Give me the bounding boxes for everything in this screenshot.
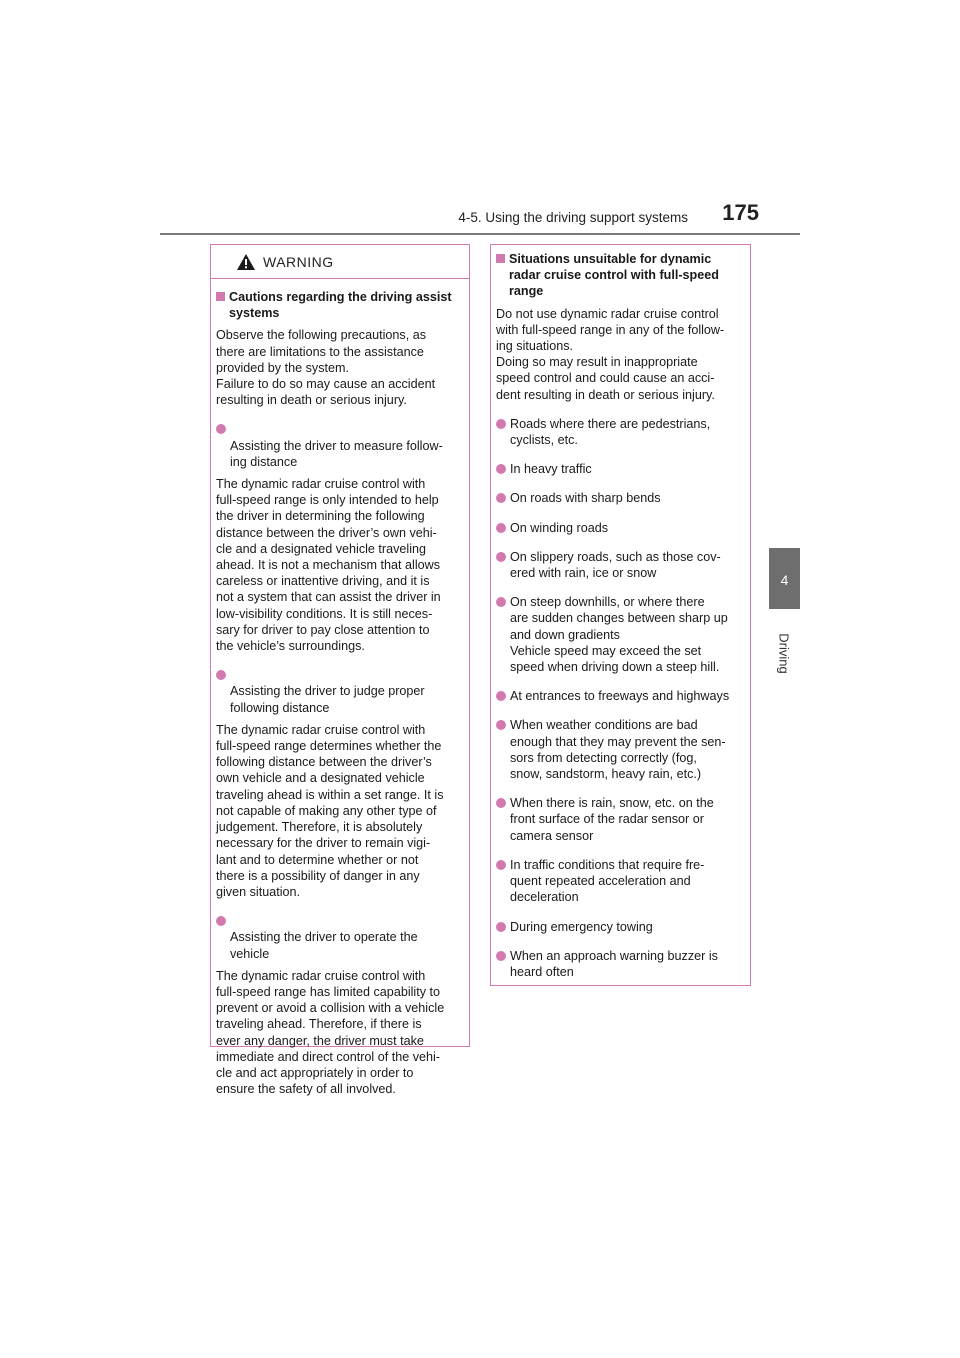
bullet-text: On steep downhills, or where there are sudden changes between sharp up and down gradients Vehicle speed may exceed the set speed when driving down a steep hill. (510, 595, 728, 675)
situations-heading: Situations unsuitable for dynamic radar cruise control with full-speed range (496, 251, 745, 300)
bullet-text: On roads with sharp bends (510, 491, 661, 506)
warning-intro: Observe the following precautions, as there are limitations to the assistance provided by the system. Failure to do so may cause an accident resulting in death or serious injury. (216, 328, 436, 408)
bullet-dot-icon (496, 860, 506, 870)
bullet-dot-icon (496, 691, 506, 701)
list-item (496, 919, 745, 935)
paragraph: The dynamic radar cruise control with full-speed range is only intended to help the driver in determining the following distance between the driver’s own vehi- cle and a designated vehicle traveling ahead. It is not a mechanism that allows careless or inattentive driving, and it is not a system that can assist the driver in low-visibility conditions. It is still neces- sary for driver to pay close attention to the vehicle’s surroundings. (216, 477, 441, 654)
warning-label: WARNING (263, 254, 334, 270)
list-item (216, 913, 464, 962)
chapter-label: Driving (776, 633, 792, 674)
bullet-dot-icon (496, 523, 506, 533)
warning-box (210, 244, 470, 1097)
warning-heading: Cautions regarding the driving assist systems (216, 289, 464, 321)
bullet-text: On winding roads (510, 520, 609, 535)
list-item (216, 421, 464, 470)
warning-header (211, 245, 469, 279)
bullet-text: Assisting the driver to measure follow- ing distance (230, 438, 443, 469)
list-item (216, 667, 464, 716)
bullet-text: Roads where there are pedestrians, cyclists, etc. (510, 416, 711, 448)
paragraph: The dynamic radar cruise control with full-speed range has limited capability to prevent or avoid a collision with a vehicle traveling ahead. Therefore, if there is ever any danger, the driver must take immediate and direct control of the vehi- cle and act appropriately in order to ensure the safety of all involved. (216, 968, 445, 1097)
situations-intro: Do not use dynamic radar cruise control with full-speed range in any of the follow- ing situations. Doing so may result in inappropriate speed control and could cause an acci- dent resulting in death or serious injury. (496, 306, 725, 402)
bullet-dot-icon (496, 419, 506, 429)
bullet-dot-icon (216, 916, 226, 926)
bullet-text: At entrances to freeways and highways (510, 689, 730, 704)
bullet-text: Assisting the driver to judge proper following distance (230, 684, 425, 715)
list-item (496, 594, 745, 675)
bullet-dot-icon (216, 670, 226, 680)
bullet-text: In heavy traffic (510, 462, 592, 477)
list-item (496, 461, 745, 477)
list-item (496, 857, 745, 906)
chapter-tab (769, 548, 800, 609)
bullet-dot-icon (216, 424, 226, 434)
bullet-dot-icon (496, 798, 506, 808)
bullet-dot-icon (496, 720, 506, 730)
bullet-text: When weather conditions are bad enough that they may prevent the sen- sors from detecting correctly (fog, snow, sandstorm, heavy rain, etc.) (510, 718, 726, 782)
list-item (496, 795, 745, 844)
bullet-dot-icon (496, 922, 506, 932)
bullet-dot-icon (496, 552, 506, 562)
bullet-dot-icon (496, 464, 506, 474)
list-item (496, 948, 745, 980)
list-item (496, 490, 745, 506)
header-divider (160, 233, 800, 235)
chapter-number: 4 (780, 572, 789, 588)
bullet-text: On slippery roads, such as those cov- ered with rain, ice or snow (510, 549, 721, 581)
bullet-text: When an approach warning buzzer is heard often (510, 948, 718, 979)
bullet-dot-icon (496, 493, 506, 503)
list-item (496, 416, 745, 448)
list-item (496, 717, 745, 782)
list-item (496, 549, 745, 581)
bullet-text: During emergency towing (510, 919, 653, 934)
list-item (496, 688, 745, 704)
bullet-text: In traffic conditions that require fre- quent repeated acceleration and deceleration (510, 857, 705, 905)
bullet-dot-icon (496, 951, 506, 961)
page-header (160, 200, 800, 236)
list-item (496, 520, 745, 536)
paragraph: The dynamic radar cruise control with full-speed range determines whether the following distance between the driver’s own vehicle and a designated vehicle traveling ahead is within a set range. It is not capable of making any other type of judgement. Therefore, it is absolutely necessary for the driver to remain vigi- lant and to determine whether or not there is a possibility of danger in any given situation. (216, 722, 444, 899)
situations-box (490, 244, 751, 986)
bullet-dot-icon (496, 597, 506, 607)
section-title: 4-5. Using the driving support systems (458, 210, 688, 225)
warning-triangle-icon (236, 253, 256, 271)
page-number: 175 (722, 200, 759, 225)
bullet-text: Assisting the driver to operate the vehicle (230, 930, 418, 961)
bullet-text: When there is rain, snow, etc. on the front surface of the radar sensor or camera sensor (510, 796, 714, 843)
